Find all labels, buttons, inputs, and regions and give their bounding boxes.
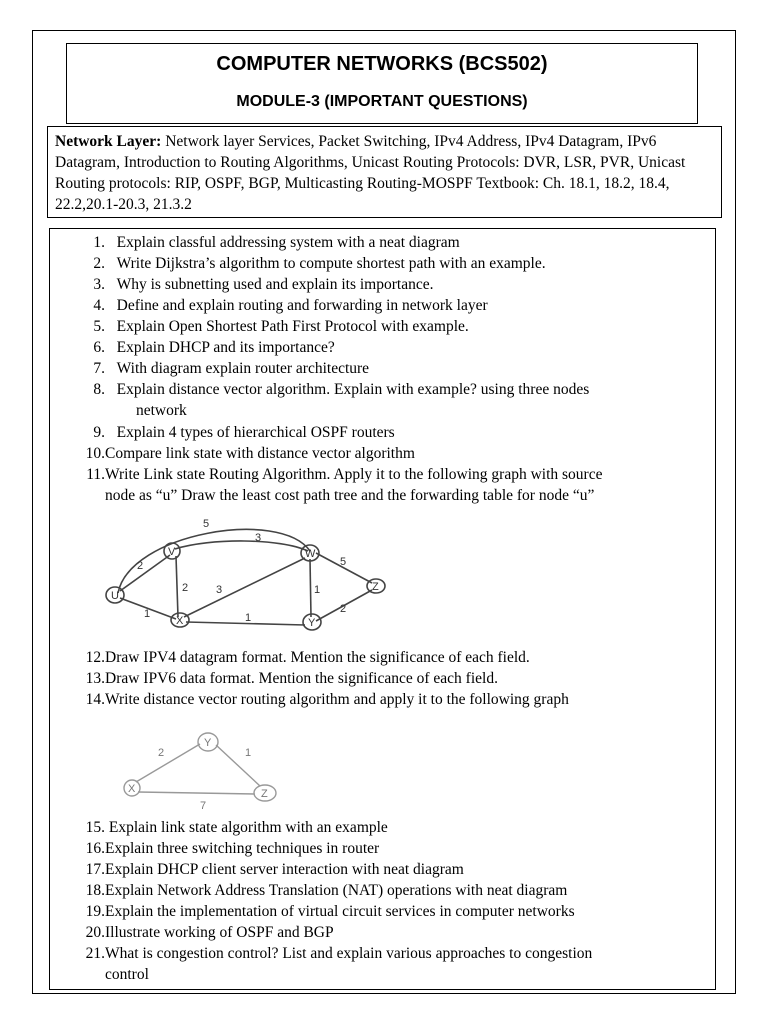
question-text: Explain the implementation of virtual circuit services in computer networks xyxy=(105,903,575,920)
edge-y-z xyxy=(216,745,260,786)
graph1-node-label: U xyxy=(111,590,119,602)
graph2-weight: 7 xyxy=(200,800,207,812)
edge-v-x xyxy=(176,556,178,617)
question-item xyxy=(74,337,707,358)
syllabus-box xyxy=(47,126,722,218)
question-text: Explain three switching techniques in router xyxy=(105,840,380,857)
question-item xyxy=(74,358,707,379)
module-subtitle: MODULE-3 (IMPORTANT QUESTIONS) xyxy=(236,93,528,110)
question-text: Explain link state algorithm with an example xyxy=(105,819,388,836)
question-item xyxy=(74,422,707,443)
question-item xyxy=(74,274,707,295)
question-number: 21. xyxy=(85,945,105,962)
question-number: 14. xyxy=(85,691,105,708)
question-continuation: control xyxy=(105,966,149,983)
graph1-weight: 5 xyxy=(340,556,347,568)
question-text: Illustrate working of OSPF and BGP xyxy=(105,924,334,941)
question-text: Explain distance vector algorithm. Explain with example? using three nodes xyxy=(116,381,590,398)
graph1-node-label: V xyxy=(168,546,176,558)
question-item xyxy=(74,647,707,668)
graph1-weight: 3 xyxy=(255,532,262,544)
edge-v-w xyxy=(175,541,308,551)
question-number: 7. xyxy=(93,360,105,377)
question-continuation: network xyxy=(136,402,187,419)
graph1-weight: 1 xyxy=(144,608,151,620)
graph1-node-label: Y xyxy=(308,617,316,629)
question-text: Explain Network Address Translation (NAT) operations with neat diagram xyxy=(105,882,568,899)
graph1-weight: 3 xyxy=(216,584,223,596)
graph1-weight: 5 xyxy=(203,518,210,530)
question-text: Write distance vector routing algorithm and apply it to the following graph xyxy=(105,691,569,708)
question-text: Draw IPV6 data format. Mention the significance of each field. xyxy=(105,670,498,687)
question-number: 17. xyxy=(85,861,105,878)
question-text: With diagram explain router architecture xyxy=(116,360,370,377)
question-item xyxy=(74,880,707,901)
graph2-diagram xyxy=(120,724,320,819)
question-number: 20. xyxy=(85,924,105,941)
edge-u-w xyxy=(118,529,310,593)
question-number: 1. xyxy=(93,234,105,251)
edge-x-w xyxy=(184,558,305,617)
question-item xyxy=(74,464,707,485)
edge-w-y xyxy=(310,559,311,617)
edge-x-y xyxy=(136,744,200,782)
edge-x-z xyxy=(138,792,255,794)
title-box xyxy=(66,43,698,124)
graph1-weight: 1 xyxy=(314,584,321,596)
question-number: 3. xyxy=(93,276,105,293)
question-number: 12. xyxy=(85,649,105,666)
question-text: Write Link state Routing Algorithm. Apply it to the following graph with source xyxy=(105,466,603,483)
question-text: Compare link state with distance vector algorithm xyxy=(105,445,415,462)
question-item xyxy=(74,379,707,400)
question-number: 16. xyxy=(85,840,105,857)
question-text: Explain DHCP and its importance? xyxy=(116,339,335,356)
graph2-node-label: Z xyxy=(261,788,268,800)
question-text: Explain Open Shortest Path First Protocol with example. xyxy=(116,318,469,335)
question-item xyxy=(74,253,707,274)
question-item xyxy=(74,316,707,337)
graph1-node-label: Z xyxy=(372,581,379,593)
question-number: 15. xyxy=(85,819,105,836)
graph1-node-label: W xyxy=(305,548,316,560)
question-continuation: node as “u” Draw the least cost path tree and the forwarding table for node “u” xyxy=(105,487,595,504)
question-text: Draw IPV4 datagram format. Mention the significance of each field. xyxy=(105,649,530,666)
document-title: COMPUTER NETWORKS (BCS502) xyxy=(216,53,548,75)
question-number: 18. xyxy=(85,882,105,899)
question-text: Why is subnetting used and explain its importance. xyxy=(116,276,434,293)
question-text: Write Dijkstra’s algorithm to compute shortest path with an example. xyxy=(116,255,546,272)
question-number: 10. xyxy=(85,445,105,462)
question-text: Explain classful addressing system with a neat diagram xyxy=(116,234,460,251)
question-item xyxy=(74,922,707,943)
graph1-weight: 1 xyxy=(245,612,252,624)
question-text: What is congestion control? List and explain various approaches to congestion xyxy=(105,945,593,962)
graph1-weight: 2 xyxy=(137,560,144,572)
question-number: 9. xyxy=(93,424,105,441)
graph1-weight: 2 xyxy=(340,603,347,615)
question-item xyxy=(74,817,707,838)
question-item xyxy=(74,668,707,689)
question-number: 4. xyxy=(93,297,105,314)
question-item xyxy=(74,443,707,464)
questions-box xyxy=(49,228,716,990)
question-item xyxy=(74,838,707,859)
question-item xyxy=(74,859,707,880)
graph2-weight: 1 xyxy=(245,747,252,759)
question-item xyxy=(74,689,707,710)
question-number: 5. xyxy=(93,318,105,335)
question-text: Define and explain routing and forwarding in network layer xyxy=(116,297,488,314)
syllabus-label: Network Layer: xyxy=(55,133,162,150)
graph2-node-label: Y xyxy=(204,737,212,749)
graph1-diagram xyxy=(100,513,400,643)
question-item xyxy=(74,232,707,253)
question-item xyxy=(74,901,707,922)
graph2-weight: 2 xyxy=(158,747,165,759)
question-text: Explain 4 types of hierarchical OSPF routers xyxy=(116,424,395,441)
syllabus-text: Network layer Services, Packet Switching, IPv4 Address, IPv4 Datagram, IPv6 Datagram, Introduction to Routing Algorithms, Unicast Routing Protocols: DVR, LSR, PVR, Unicast Routing protocols: RIP, OSPF, BGP, Multicasting Routing-MOSPF Textbook: Ch. 18.1, 18.2, 18.4, 22.2,20.1-20.3, 21.3.2 xyxy=(55,133,686,213)
question-number: 19. xyxy=(85,903,105,920)
graph2-node-label: X xyxy=(128,783,136,795)
graph1-weight: 2 xyxy=(182,582,189,594)
question-number: 2. xyxy=(93,255,105,272)
question-item xyxy=(74,943,707,964)
question-number: 13. xyxy=(85,670,105,687)
question-item xyxy=(74,295,707,316)
graph1-node-label: X xyxy=(176,615,184,627)
question-text: Explain DHCP client server interaction with neat diagram xyxy=(105,861,464,878)
question-number: 8. xyxy=(93,381,105,398)
question-number: 11. xyxy=(86,466,105,483)
question-number: 6. xyxy=(93,339,105,356)
